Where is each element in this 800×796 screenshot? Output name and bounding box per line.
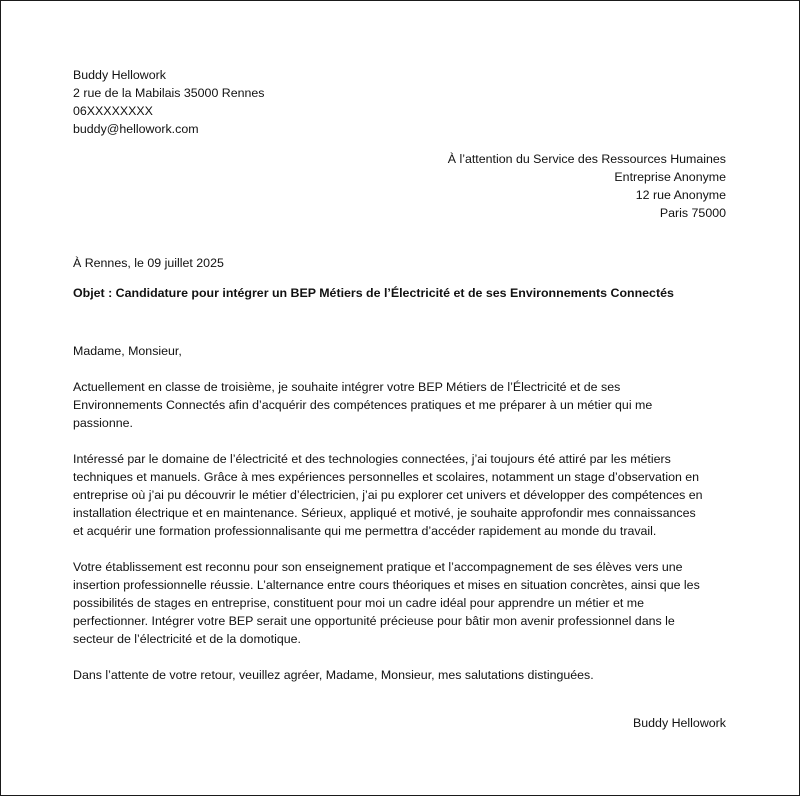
paragraph-motivation	[73, 450, 729, 540]
paragraph-line: Actuellement en classe de troisième, je souhaite intégrer votre BEP Métiers de l’Électricité et de ses	[73, 380, 621, 394]
paragraph-line: secteur de l’électricité et de la domotique.	[73, 632, 301, 646]
recipient-company: Entreprise Anonyme	[614, 170, 726, 184]
paragraph-line: Environnements Connectés afin d’acquérir des compétences pratiques et me préparer à un métier qui me	[73, 398, 653, 412]
paragraph-intro	[73, 378, 729, 432]
paragraph-line: et acquérir une formation professionnalisante qui me permettra d’accéder rapidement au monde du travail.	[73, 524, 657, 538]
paragraph-line: techniques et manuels. Grâce à mes expériences personnelles et scolaires, notamment un stage d’observation en	[73, 470, 700, 484]
paragraph-closing	[73, 666, 729, 684]
paragraph-line: possibilités de stages en entreprise, constituent pour moi un cadre idéal pour apprendre un métier et me	[73, 596, 644, 610]
paragraph-line: insertion professionnelle réussie. L’alternance entre cours théoriques et mises en situation concrètes, ainsi que les	[73, 578, 700, 592]
sender-address: 2 rue de la Mabilais 35000 Rennes	[73, 86, 265, 100]
paragraph-line: perfectionner. Intégrer votre BEP serait une opportunité précieuse pour bâtir mon avenir professionnel dans le	[73, 614, 675, 628]
paragraph-line: entreprise où j’ai pu découvrir le métier d’électricien, j’ai pu explorer cet univers et développer des compétences en	[73, 488, 703, 502]
paragraph-line: Intéressé par le domaine de l’électricité et des technologies connectées, j’ai toujours été attiré par les métiers	[73, 452, 671, 466]
paragraph-line: installation électrique et en maintenance. Sérieux, appliqué et motivé, je souhaite approfondir mes connaissances	[73, 506, 696, 520]
signature: Buddy Hellowork	[633, 716, 726, 730]
paragraph-line: Votre établissement est reconnu pour son enseignement pratique et l’accompagnement de ses élèves vers une	[73, 560, 683, 574]
paragraph-line: passionne.	[73, 416, 133, 430]
recipient-block	[448, 150, 726, 222]
sender-name: Buddy Hellowork	[73, 68, 166, 82]
recipient-city: Paris 75000	[659, 206, 726, 220]
sender-block	[73, 66, 265, 138]
paragraph-school	[73, 558, 729, 648]
subject-line: Objet : Candidature pour intégrer un BEP Métiers de l’Électricité et de ses Environnements Connectés	[73, 286, 674, 300]
sender-phone: 06XXXXXXXX	[73, 104, 153, 118]
date-line: À Rennes, le 09 juillet 2025	[73, 256, 224, 270]
recipient-attention: À l’attention du Service des Ressources Humaines	[447, 152, 726, 166]
paragraph-line: Dans l’attente de votre retour, veuillez agréer, Madame, Monsieur, mes salutations distinguées.	[73, 668, 594, 682]
sender-email: buddy@hellowork.com	[73, 122, 199, 136]
letter-body	[73, 342, 729, 702]
recipient-street: 12 rue Anonyme	[635, 188, 726, 202]
salutation: Madame, Monsieur,	[73, 344, 182, 358]
